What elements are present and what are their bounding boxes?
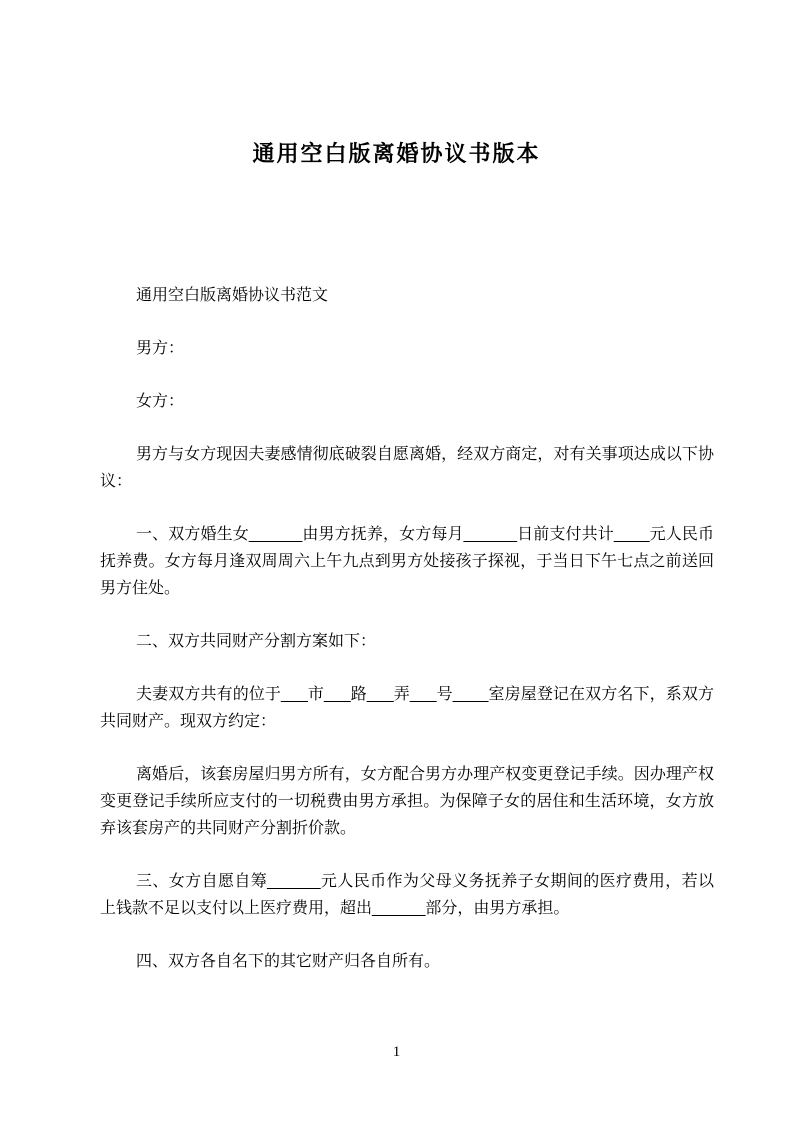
document-title: 通用空白版离婚协议书版本 (252, 141, 541, 166)
clause-4-other-property: 四、双方各自名下的其它财产归各自所有。 (136, 953, 441, 970)
party-female-line: 女方： (136, 393, 185, 410)
property-agreement: 离婚后，该套房屋归男方所有，女方配合男方办理产权变更登记手续。因办理产权变更登记手续所应支付的一切税费由男方承担。为保障子女的居住和生活环境，女方放弃该套房产的共同财产分割折价款。 (100, 766, 714, 837)
property-description: 夫妻双方共有的位于___市___路___弄___号____室房屋登记在双方名下，系双方共同财产。现双方约定： (100, 686, 714, 730)
doc-subtitle: 通用空白版离婚协议书范文 (136, 287, 329, 304)
clause-3-medical: 三、女方自愿自筹______元人民币作为父母义务抚养子女期间的医疗费用，若以上钱款不足以支付以上医疗费用，超出______部分，由男方承担。 (100, 873, 714, 917)
page-number: 1 (392, 1044, 401, 1060)
party-male-line: 男方： (136, 340, 185, 357)
clause-2-heading: 二、双方共同财产分割方案如下： (136, 633, 377, 650)
preamble-paragraph: 男方与女方现因夫妻感情彻底破裂自愿离婚，经双方商定，对有关事项达成以下协议： (100, 446, 714, 490)
clause-1-custody: 一、双方婚生女______由男方抚养，女方每月______日前支付共计____元人民币抚养费。女方每月逢双周周六上午九点到男方处接孩子探视，于当日下午七点之前送回男方住处。 (100, 526, 714, 597)
document-body (100, 282, 714, 1001)
